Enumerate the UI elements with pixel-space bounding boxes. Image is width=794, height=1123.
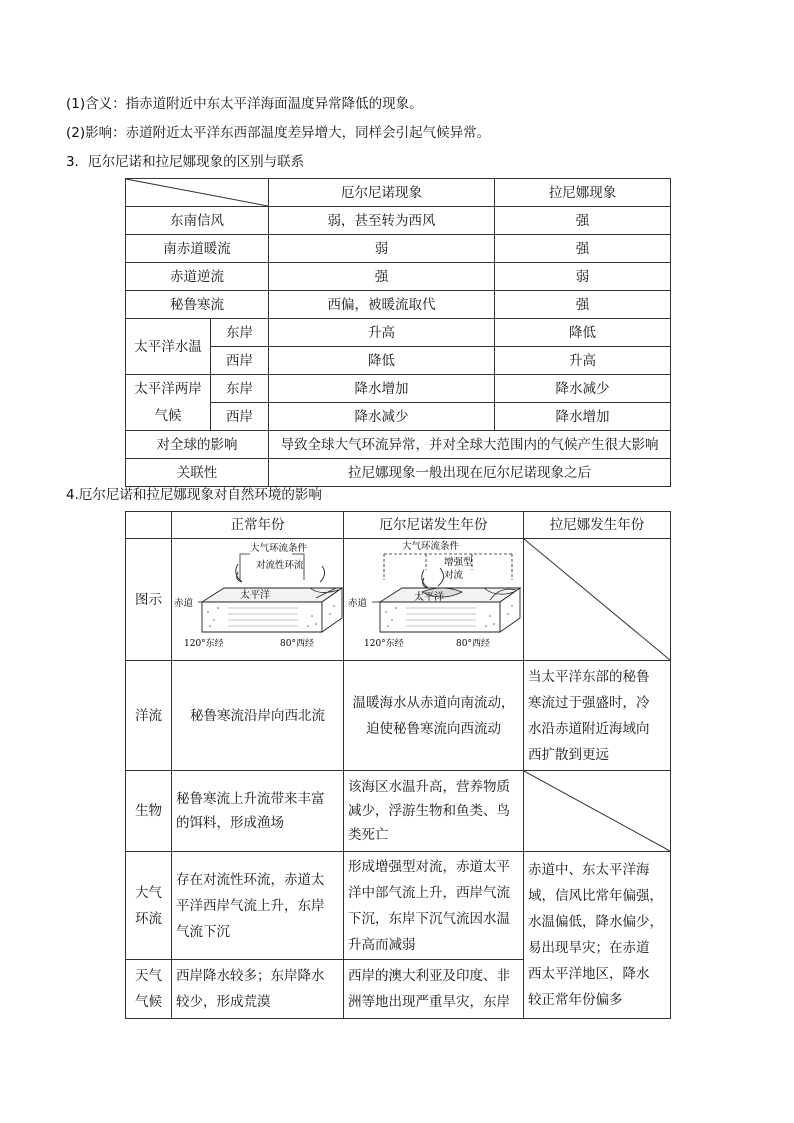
elnino-ocean-diagram: [344, 540, 524, 660]
cell-elnino: 降水增加: [269, 375, 495, 403]
current-row-label: 洋流: [126, 661, 172, 771]
lanina-air-weather: [524, 852, 671, 1019]
label-line: 气候: [135, 994, 162, 1010]
air-normal: [172, 852, 344, 960]
west-coast-label: 西岸: [211, 403, 269, 431]
comparison-table: [125, 178, 671, 487]
text-line: 秘鲁寒流上升流带来丰富: [176, 791, 325, 807]
air-row-label: [126, 852, 172, 960]
row-label: 秘鲁寒流: [126, 291, 269, 319]
west-coast-label: 西岸: [211, 347, 269, 375]
text-line: 域，信风比常年偏强，: [528, 888, 663, 904]
diagonal-header-cell: [126, 179, 269, 207]
current-elnino: [344, 661, 524, 771]
impact-line: (2)影响：赤道附近太平洋东西部温度差异增大，同样会引起气候异常。: [66, 125, 491, 141]
climate-label-line1: 太平洋两岸: [134, 380, 202, 397]
text-line: 西岸的澳大利亚及印度、非: [348, 968, 510, 984]
section-3-heading: 3．厄尔尼诺和拉尼娜现象的区别与联系: [66, 154, 305, 170]
fig-equator: 赤道: [348, 597, 368, 609]
cell-elnino: 升高: [269, 319, 495, 347]
header-elnino: 厄尔尼诺现象: [269, 179, 495, 207]
global-impact-label: 对全球的影响: [126, 431, 269, 459]
text-line: 较少，形成荒漠: [176, 994, 271, 1010]
relation-label: 关联性: [126, 459, 269, 487]
label-line: 环流: [135, 910, 162, 927]
cell-elnino: 弱，甚至转为西风: [269, 207, 495, 235]
text-line: 减少，浮游生物和鱼类、鸟: [348, 803, 510, 819]
text-line: 西扩散到更远: [528, 746, 609, 763]
cell-lanina: 弱: [495, 263, 671, 291]
text-line: 西岸降水较多；东岸降水: [176, 968, 325, 984]
row-label: 赤道逆流: [126, 263, 269, 291]
east-coast-label: 东岸: [211, 319, 269, 347]
bio-normal: [172, 771, 344, 852]
text-line: 类死亡: [348, 827, 389, 843]
text-line: 易出现旱灾；在赤道: [528, 940, 650, 956]
impact-table: [125, 511, 671, 1019]
definition-line: (1)含义：指赤道附近中东太平洋海面温度异常降低的现象。: [66, 96, 423, 112]
text-line: 形成增强型对流，赤道太平: [348, 858, 510, 875]
cell-elnino: 西偏，被暖流取代: [269, 291, 495, 319]
section-4-heading: 4.厄尔尼诺和拉尼娜现象对自然环境的影响: [66, 487, 322, 503]
weather-normal: [172, 960, 344, 1019]
water-temp-label: 太平洋水温: [126, 319, 211, 375]
bio-row-label: 生物: [126, 771, 172, 852]
cell-lanina: 升高: [495, 347, 671, 375]
global-impact-text: 导致全球大气环流异常，并对全球大范围内的气候产生很大影响: [269, 431, 671, 459]
text-line: 寒流过于强盛时，冷: [528, 694, 650, 711]
cell-lanina: 强: [495, 291, 671, 319]
text-line: 气流下沉: [176, 923, 230, 940]
text-line: 升高而减弱: [348, 936, 416, 953]
fig-lon-east: 80°西经: [456, 638, 490, 649]
cell-elnino: 弱: [269, 235, 495, 263]
bio-elnino: [344, 771, 524, 852]
weather-elnino: [344, 960, 524, 1019]
header-lanina: 拉尼娜发生年份: [524, 512, 671, 539]
fig-equator: 赤道: [174, 597, 194, 609]
cell-lanina: 降水减少: [495, 375, 671, 403]
fig-title: 大气环流条件: [250, 542, 308, 554]
fig-ocean: 太平洋: [240, 589, 270, 601]
diagonal-line: [524, 539, 670, 660]
fig-lon-east: 80°西经: [280, 638, 314, 649]
fig-sub: 对流性环流: [256, 559, 304, 571]
fig-sub2: 对流: [444, 569, 464, 581]
current-normal: 秘鲁寒流沿岸向西北流: [172, 661, 344, 771]
current-lanina: [524, 661, 671, 771]
normal-year-figure: [172, 539, 344, 661]
fig-lon-west: 120°东经: [184, 638, 224, 649]
header-lanina: 拉尼娜现象: [495, 179, 671, 207]
text-line: 洋中部气流上升，西岸气流: [348, 884, 510, 901]
relation-text: 拉尼娜现象一般出现在厄尔尼诺现象之后: [269, 459, 671, 487]
fig-lon-west: 120°东经: [364, 638, 404, 649]
text-line: 西太平洋地区，降水: [528, 966, 650, 982]
climate-label: [126, 375, 211, 431]
fig-sub1: 增强型: [444, 556, 473, 568]
text-line: 赤道中、东太平洋海: [528, 862, 650, 878]
text-line: 较正常年份偏多: [528, 992, 623, 1008]
weather-row-label: [126, 960, 172, 1019]
text-line: 温暖海水从赤道向南流动，: [352, 694, 515, 711]
text-line: 下沉，东岸下沉气流因水温: [348, 910, 510, 927]
text-line: 存在对流性环流，赤道太: [176, 871, 325, 888]
text-line: 洲等地出现严重旱灾，东岸: [348, 994, 510, 1010]
text-line: 当太平洋东部的秘鲁: [528, 668, 650, 685]
text-line: 的饵料，形成渔场: [176, 815, 284, 831]
text-line: 水温偏低，降水偏少，: [528, 914, 663, 930]
text-line: 平洋西岸气流上升，东岸: [176, 897, 325, 914]
figure-row-label: 图示: [126, 539, 172, 661]
row-label: 南赤道暖流: [126, 235, 269, 263]
label-line: 天气: [135, 968, 162, 984]
text-line: 该海区水温升高，营养物质: [348, 779, 510, 795]
cell-lanina: 降低: [495, 319, 671, 347]
label-line: 大气: [135, 884, 162, 901]
fig-title: 大气环流条件: [402, 540, 460, 552]
empty-header-cell: [126, 512, 172, 539]
cell-elnino: 强: [269, 263, 495, 291]
diagonal-line: [126, 179, 268, 206]
text-line: 迫使秘鲁寒流向西流动: [366, 720, 501, 737]
normal-ocean-diagram: [172, 540, 344, 660]
lanina-figure-empty: [524, 539, 671, 661]
cell-elnino: 降水减少: [269, 403, 495, 431]
east-coast-label: 东岸: [211, 375, 269, 403]
cell-lanina: 强: [495, 235, 671, 263]
header-elnino: 厄尔尼诺发生年份: [344, 512, 524, 539]
cell-lanina: 降水增加: [495, 403, 671, 431]
cell-elnino: 降低: [269, 347, 495, 375]
fig-ocean: 太平洋: [414, 591, 444, 603]
elnino-year-figure: [344, 539, 524, 661]
header-normal: 正常年份: [172, 512, 344, 539]
cell-lanina: 强: [495, 207, 671, 235]
text-line: 水沿赤道附近海域向: [528, 720, 650, 737]
diagonal-line: [524, 771, 670, 851]
climate-label-line2: 气候: [154, 407, 182, 424]
air-elnino: [344, 852, 524, 960]
row-label: 东南信风: [126, 207, 269, 235]
lanina-bio-empty: [524, 771, 671, 852]
